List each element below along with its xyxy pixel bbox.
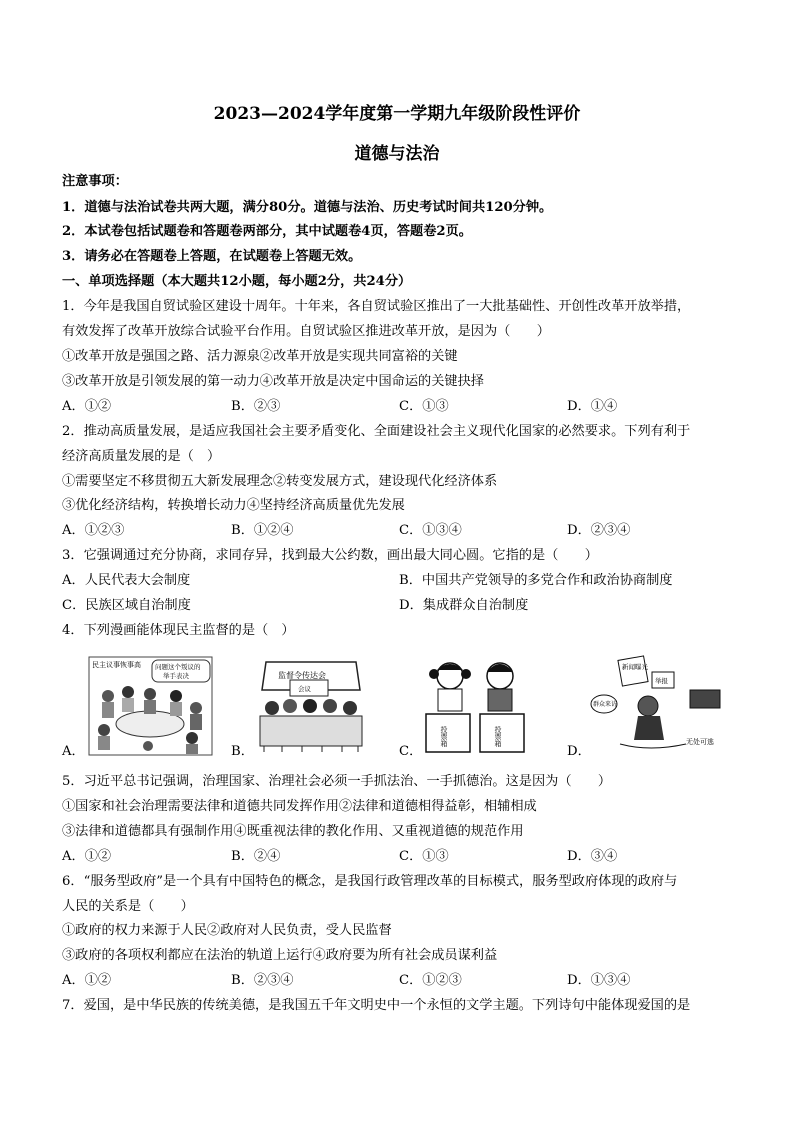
cartoon-c-box-1: 投票箱	[440, 726, 448, 747]
option-b: B．	[231, 744, 254, 759]
question-stem: 1．今年是我国自贸试验区建设十周年。十年来，各自贸试验区推出了一大批基础性、开创性改革开放举措，	[62, 299, 691, 314]
question-statement: ①国家和社会治理需要法律和道德共同发挥作用②法律和道德相得益彰，相辅相成	[62, 799, 537, 814]
question-statement: ③改革开放是引领发展的第一动力④改革开放是决定中国命运的关键抉择	[62, 374, 484, 389]
option-a: A．①②	[62, 973, 112, 988]
note-item: 2．本试卷包括试题卷和答题卷两部分，其中试题卷4页，答题卷2页。	[62, 224, 472, 239]
option-c: C．	[399, 744, 423, 759]
option-c: C．①③	[399, 849, 449, 864]
question-statement: ③政府的各项权利都应在法治的轨道上运行④政府要为所有社会成员谋利益	[62, 948, 498, 963]
option-c: C．①③	[399, 399, 449, 414]
cartoon-b-banner: 监督令传达会	[278, 671, 326, 680]
question-statement: ①需要坚定不移贯彻五大新发展理念②转变发展方式，建设现代化经济体系	[62, 474, 498, 489]
note-item: 1．道德与法治试卷共两大题，满分80分。道德与法治、历史考试时间共120分钟。	[62, 200, 553, 215]
cartoon-d-label-4: 无处可逃	[686, 738, 714, 746]
question-stem: 6．“服务型政府”是一个具有中国特色的概念，是我国行政管理改革的目标模式，服务型政府体现的政府与	[62, 874, 678, 889]
option-a: A．①②	[62, 849, 112, 864]
question-stem: 2．推动高质量发展，是适应我国社会主要矛盾变化、全面建设社会主义现代化国家的必然要求。下列有利于	[62, 424, 691, 439]
option-d: D．②③④	[567, 523, 631, 538]
option-c: C．①③④	[399, 523, 462, 538]
option-d: D．③④	[567, 849, 618, 864]
option-d: D．①③④	[567, 973, 631, 988]
cartoon-a-bubble-1: 问题这个叛议的	[155, 663, 201, 671]
option-b: B．②④	[231, 849, 281, 864]
question-statement: ①政府的权力来源于人民②政府对人民负责，受人民监督	[62, 923, 392, 938]
exam-title: 2023—2024学年度第一学期九年级阶段性评价	[213, 104, 581, 124]
question-stem: 人民的关系是（ ）	[62, 899, 194, 914]
option-a: A．①②③	[62, 523, 125, 538]
question-stem: 5．习近平总书记强调，治理国家、治理社会必须一手抓法治、一手抓德治。这是因为（ ）	[62, 774, 612, 789]
question-statement: ①改革开放是强国之路、活力源泉②改革开放是实现共同富裕的关键	[62, 349, 458, 364]
option-b: B．②③④	[231, 973, 294, 988]
option-a: A．①②	[62, 399, 112, 414]
question-stem: 7．爱国，是中华民族的传统美德，是我国五千年文明史中一个永恒的文学主题。下列诗句中能体现爱国的是	[62, 998, 691, 1013]
question-statement: ③法律和道德都具有强制作用④既重视法律的教化作用、又重视道德的规范作用	[62, 824, 524, 839]
option-c: C．民族区域自治制度	[62, 598, 191, 613]
section-heading: 一、单项选择题（本大题共12小题，每小题2分，共24分）	[62, 274, 412, 289]
question-stem: 4．下列漫画能体现民主监督的是（ ）	[62, 623, 295, 638]
cartoon-d-label-3: 群众来访	[593, 701, 618, 708]
option-c: C．①②③	[399, 973, 462, 988]
cartoon-a-bubble-2: 举手表决	[163, 672, 189, 680]
exam-subject: 道德与法治	[354, 144, 440, 164]
cartoon-a	[88, 656, 213, 756]
cartoon-d-label-1: 新闻曝光	[622, 663, 648, 671]
question-stem: 3．它强调通过充分协商，求同存异，找到最大公约数，画出最大同心圆。它指的是（ ）	[62, 548, 598, 563]
option-b: B．②③	[231, 399, 281, 414]
question-statement: ③优化经济结构，转换增长动力④坚持经济高质量优先发展	[62, 498, 405, 513]
note-item: 3．请务必在答题卷上答题，在试题卷上答题无效。	[62, 249, 362, 264]
cartoon-d-label-2: 举报	[655, 677, 668, 685]
cartoon-c-box-2: 投票箱	[494, 726, 502, 747]
option-a: A．	[62, 744, 85, 759]
notes-heading: 注意事项：	[62, 174, 128, 189]
cartoon-a-caption-1: 民主议事恢事高	[92, 661, 141, 669]
cartoon-c	[420, 654, 530, 754]
question-stem: 有效发挥了改革开放综合试验平台作用。自贸试验区推进改革开放，是因为（ ）	[62, 324, 550, 339]
option-d: D．	[567, 744, 591, 759]
option-d: D．集成群众自治制度	[399, 598, 529, 613]
option-d: D．①④	[567, 399, 618, 414]
option-b: B．①②④	[231, 523, 294, 538]
cartoon-b-sign: 会议	[298, 685, 311, 693]
option-b: B．中国共产党领导的多党合作和政治协商制度	[399, 573, 673, 588]
option-a: A．人民代表大会制度	[62, 573, 191, 588]
cartoon-d	[590, 654, 725, 754]
question-stem: 经济高质量发展的是（ ）	[62, 449, 221, 464]
cartoon-b	[252, 656, 370, 754]
